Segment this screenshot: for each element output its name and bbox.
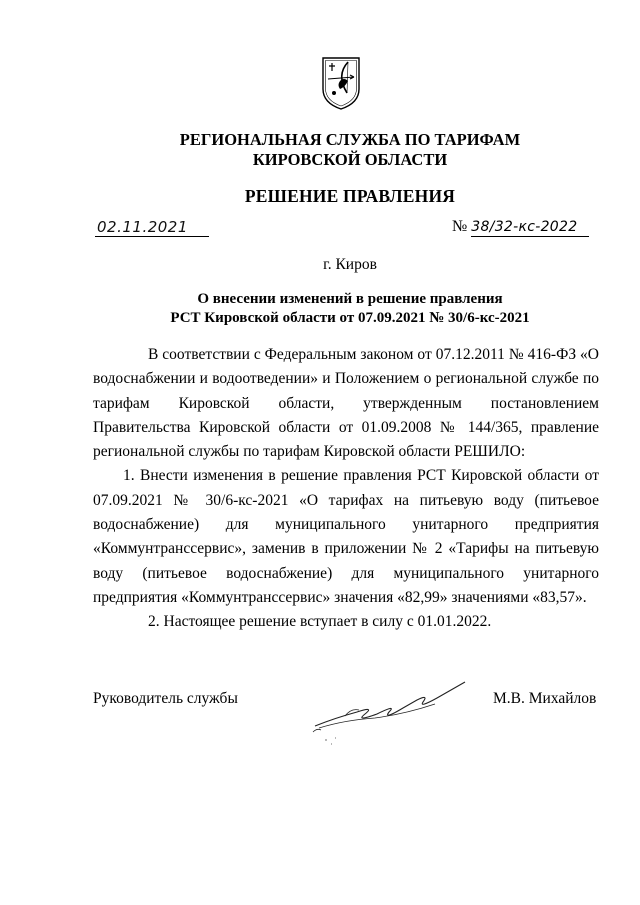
document-date: 02.11.2021: [95, 218, 209, 237]
list-item-1: 1. Внести изменения в решение правления РСТ Кировской области от 07.09.2021 № 30/6-кс-2021 «О тарифах на питьевую воду (питьевое водоснабжение) для муниципального унитарного предприятия «Коммунтранссервис», заменив в приложении № 2 «Тарифы на питьевую воду (питьевое водоснабжение) для муниципального унитарного предприятия «Коммунтранссервис» значения «82,99» значениями «83,57».: [93, 467, 599, 606]
subject-line-2: РСТ Кировской области от 07.09.2021 № 30/6-кс-2021: [170, 310, 530, 326]
document-number: [452, 218, 602, 236]
handwritten-signature: [305, 668, 475, 748]
org-line-2: КИРОВСКОЙ ОБЛАСТИ: [252, 150, 448, 169]
signatory-title: Руководитель службы: [93, 690, 238, 707]
document-subject: [90, 290, 610, 328]
list-item-2: 2. Настоящее решение вступает в силу с 01.01.2022.: [148, 613, 492, 631]
signatory-name: М.В. Михайлов: [493, 690, 597, 707]
subject-line-1: О внесении изменений в решение правления: [197, 291, 503, 307]
intro-paragraph: В соответствии с Федеральным законом от 07.12.2011 № 416-ФЗ «О водоснабжении и водоотведении» и Положением о региональной службе по тарифам Кировской области, утвержденным постановлением Правительства Кировской области от 01.09.2008 № 144/365, правление региональной службы по тарифам Кировской области РЕШИЛО:: [93, 346, 599, 461]
coat-of-arms-icon: [320, 55, 362, 111]
document-number-value: 38/32-кс-2022: [471, 218, 589, 237]
organization-name: [100, 130, 600, 170]
document-body: [93, 343, 599, 635]
city: г. Киров: [323, 256, 377, 273]
number-sign: №: [452, 218, 468, 235]
org-line-1: РЕГИОНАЛЬНАЯ СЛУЖБА ПО ТАРИФАМ: [179, 130, 521, 149]
document-type-title: РЕШЕНИЕ ПРАВЛЕНИЯ: [244, 186, 456, 206]
